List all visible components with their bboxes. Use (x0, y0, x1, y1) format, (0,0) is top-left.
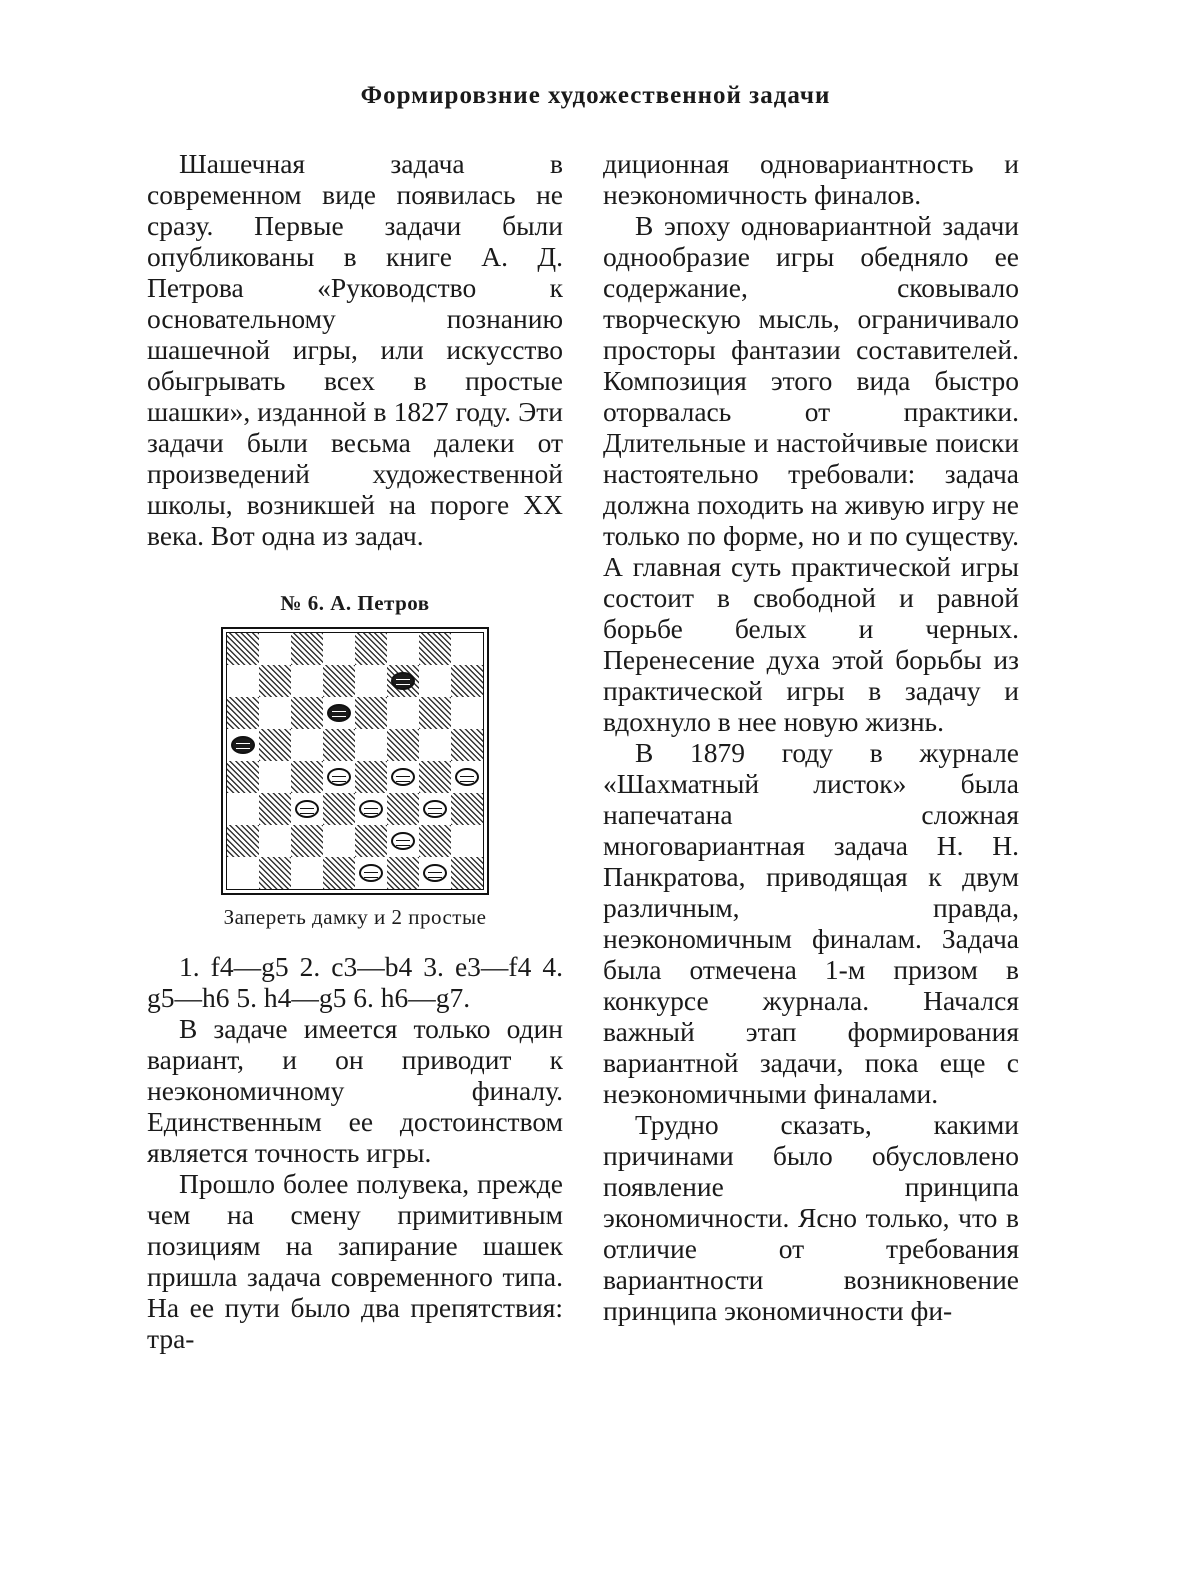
board-square-a4 (227, 761, 259, 793)
board-square-d2 (323, 825, 355, 857)
board-square-b4 (259, 761, 291, 793)
board-square-b7 (259, 665, 291, 697)
white-checker-h4 (455, 768, 479, 786)
white-checker-f2 (391, 832, 415, 850)
board-square-b8 (259, 633, 291, 665)
paragraph: В задаче имеется только один вариант, и он приводит к неэкономичному финалу. Единственным ее достоинством является точность игры. (147, 1013, 563, 1168)
white-checker-d4 (327, 768, 351, 786)
paragraph: В эпоху одновариантной задачи однообразие игры обедняло ее содержание, сковывало творческую мысль, ограничивало просторы фантазии составителей. Композиция этого вида быстро оторвалась от практики. Длительные и настойчивые поиски настоятельно требовали: задача должна походить на живую игру не только по форме, но и по существу. А главная суть практической игры состоит в свободной и равной борьбе белых и черных. Перенесение духа этой борьбы из практической игры в задачу и вдохнуло в нее новую жизнь. (603, 210, 1019, 737)
board-square-h1 (451, 857, 483, 889)
board-square-e5 (355, 729, 387, 761)
board-square-f5 (387, 729, 419, 761)
board-square-h4 (451, 761, 483, 793)
checkers-board (226, 632, 484, 890)
board-square-h5 (451, 729, 483, 761)
paragraph: Шашечная задача в современном виде появилась не сразу. Первые задачи были опубликованы в книге А. Д. Петрова «Руководство к основательному познанию шашечной игры, или искусство обыгрывать всех в простые шашки», изданной в 1827 году. Эти задачи были весьма далеки от произведений художественной школы, возникшей на пороге XX века. Вот одна из задач. (147, 148, 563, 551)
board-square-g1 (419, 857, 451, 889)
board-square-h3 (451, 793, 483, 825)
diagram-block (147, 591, 563, 929)
board-square-d5 (323, 729, 355, 761)
task-caption: Запереть дамку и 2 простые (223, 905, 487, 929)
paragraph: Трудно сказать, какими причинами было обусловлено появление принципа экономичности. Ясно только, что в отличие от требования вариантности возникновение принципа экономичности фи- (603, 1109, 1019, 1326)
white-checker-g1 (423, 864, 447, 882)
board-square-c8 (291, 633, 323, 665)
board-square-e3 (355, 793, 387, 825)
board-square-e4 (355, 761, 387, 793)
paragraph: В 1879 году в журнале «Шахматный листок» была напечатана сложная многовариантная задача Н. Н. Панкратова, приводящая к двум различным, правда, неэкономичным финалам. Задача была отмечена 1-м призом в конкурсе журнала. Начался важный этап формирования вариантной задачи, пока еще с неэкономичными финалами. (603, 737, 1019, 1109)
board-square-h2 (451, 825, 483, 857)
board-square-a6 (227, 697, 259, 729)
board-square-g4 (419, 761, 451, 793)
board-square-a5 (227, 729, 259, 761)
board-square-f6 (387, 697, 419, 729)
board-square-d7 (323, 665, 355, 697)
board-square-f4 (387, 761, 419, 793)
board-square-g7 (419, 665, 451, 697)
board-square-b6 (259, 697, 291, 729)
diagram-caption: № 6. А. Петров (280, 591, 430, 615)
board-square-c3 (291, 793, 323, 825)
board-square-d4 (323, 761, 355, 793)
board-square-d6 (323, 697, 355, 729)
board-square-b1 (259, 857, 291, 889)
left-column (147, 148, 563, 1354)
right-column (603, 148, 1019, 1326)
board-square-e8 (355, 633, 387, 665)
white-checker-f4 (391, 768, 415, 786)
page-title: Формировзние художественной задачи (360, 82, 831, 109)
board-square-e7 (355, 665, 387, 697)
white-checker-e1 (359, 864, 383, 882)
board-square-a8 (227, 633, 259, 665)
black-checker-f7 (391, 672, 415, 690)
white-checker-e3 (359, 800, 383, 818)
paragraph: Прошло более полувека, прежде чем на смену примитивным позициям на запирание шашек пришла задача современного типа. На ее пути было два препятствия: тра- (147, 1168, 563, 1354)
board-square-d1 (323, 857, 355, 889)
board-square-f8 (387, 633, 419, 665)
board-square-c7 (291, 665, 323, 697)
board-square-f1 (387, 857, 419, 889)
board-square-g3 (419, 793, 451, 825)
board-square-g2 (419, 825, 451, 857)
white-checker-c3 (295, 800, 319, 818)
board-square-c5 (291, 729, 323, 761)
board-square-c6 (291, 697, 323, 729)
board-square-c2 (291, 825, 323, 857)
paragraph-continued: диционная одновариантность и неэкономичность финалов. (603, 148, 1019, 210)
board-square-a1 (227, 857, 259, 889)
board-square-g5 (419, 729, 451, 761)
board-square-d8 (323, 633, 355, 665)
solution-moves: 1. f4—g5 2. c3—b4 3. e3—f4 4. g5—h6 5. h4—g5 6. h6—g7. (147, 951, 563, 1013)
board-square-c4 (291, 761, 323, 793)
board-square-a7 (227, 665, 259, 697)
board-square-a3 (227, 793, 259, 825)
board-square-f3 (387, 793, 419, 825)
checkers-board-frame (221, 627, 489, 895)
board-square-b2 (259, 825, 291, 857)
black-checker-a5 (231, 736, 255, 754)
board-square-g6 (419, 697, 451, 729)
board-square-b5 (259, 729, 291, 761)
board-square-e6 (355, 697, 387, 729)
board-square-a2 (227, 825, 259, 857)
board-square-h6 (451, 697, 483, 729)
board-square-e2 (355, 825, 387, 857)
board-square-g8 (419, 633, 451, 665)
board-square-e1 (355, 857, 387, 889)
board-square-f2 (387, 825, 419, 857)
black-checker-d6 (327, 704, 351, 722)
board-square-d3 (323, 793, 355, 825)
board-square-b3 (259, 793, 291, 825)
board-square-c1 (291, 857, 323, 889)
board-square-h8 (451, 633, 483, 665)
board-square-h7 (451, 665, 483, 697)
white-checker-g3 (423, 800, 447, 818)
board-square-f7 (387, 665, 419, 697)
